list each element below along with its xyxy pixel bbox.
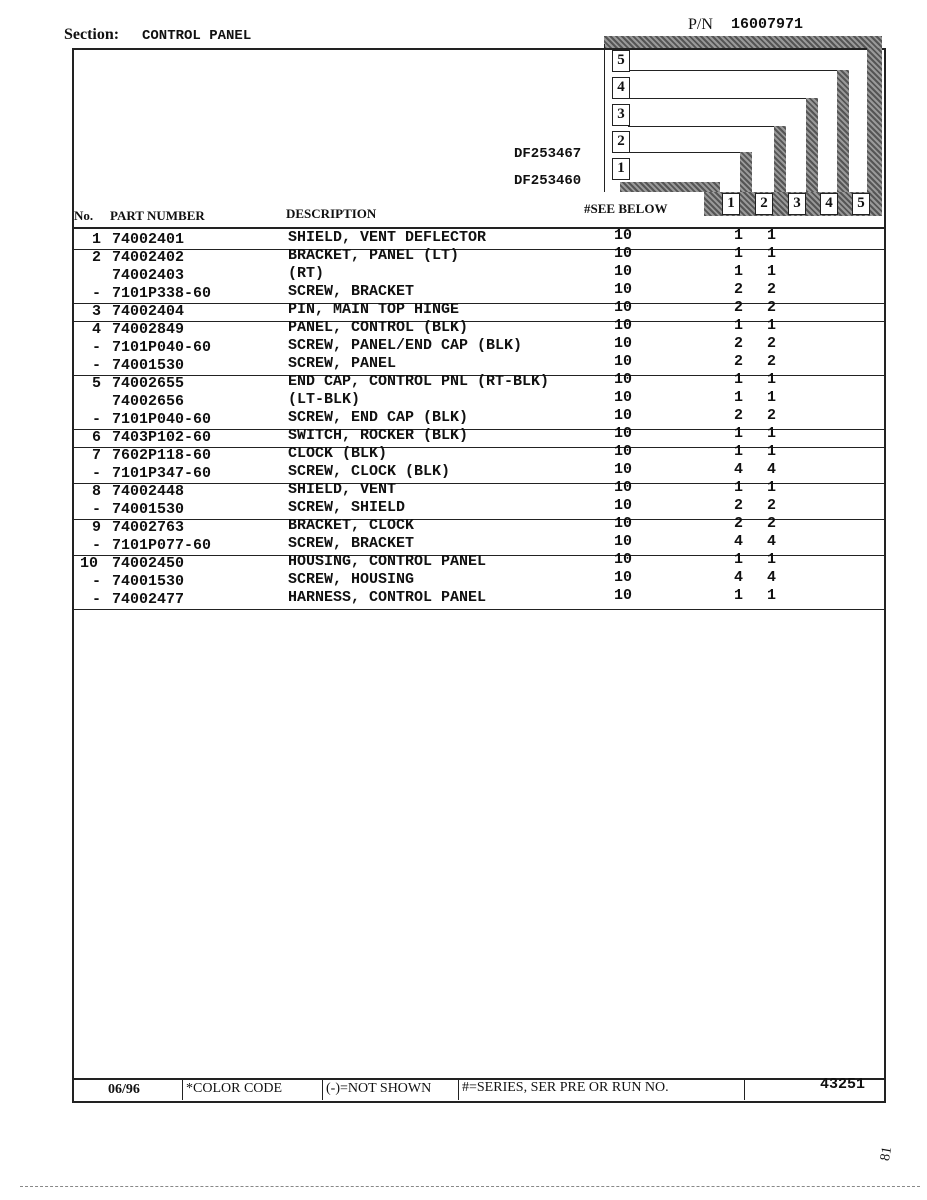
row-qty-col-1: 1 bbox=[734, 371, 744, 388]
row-item-number: - bbox=[92, 411, 102, 428]
row-item-number: 6 bbox=[92, 429, 102, 446]
row-qty-col-1: 1 bbox=[734, 389, 744, 406]
row-description: SCREW, CLOCK (BLK) bbox=[288, 463, 451, 480]
row-qty-col-2: 4 bbox=[767, 569, 777, 586]
row-description: PANEL, CONTROL (BLK) bbox=[288, 319, 469, 336]
row-description: (RT) bbox=[288, 265, 325, 282]
row-part-number: 7403P102-60 bbox=[112, 429, 212, 446]
row-qty-col-2: 1 bbox=[767, 551, 777, 568]
row-part-number: 74002404 bbox=[112, 303, 185, 320]
row-description: HARNESS, CONTROL PANEL bbox=[288, 589, 487, 606]
row-series: 10 bbox=[614, 425, 633, 442]
row-part-number: 74002655 bbox=[112, 375, 185, 392]
row-series: 10 bbox=[614, 569, 633, 586]
series-left-border bbox=[604, 44, 605, 192]
row-part-number: 74001530 bbox=[112, 573, 185, 590]
pn-value: 16007971 bbox=[731, 16, 804, 33]
row-item-number: 4 bbox=[92, 321, 102, 338]
scan-edge-line bbox=[20, 1186, 920, 1187]
row-qty-col-2: 1 bbox=[767, 263, 777, 280]
group-separator bbox=[72, 303, 886, 304]
row-qty-col-1: 1 bbox=[734, 317, 744, 334]
stair-line-3 bbox=[628, 98, 806, 99]
row-series: 10 bbox=[614, 335, 633, 352]
row-qty-col-1: 1 bbox=[734, 245, 744, 262]
row-qty-col-1: 1 bbox=[734, 443, 744, 460]
section-name: CONTROL PANEL bbox=[142, 28, 252, 44]
footer-date: 06/96 bbox=[108, 1082, 140, 1097]
row-part-number: 7101P077-60 bbox=[112, 537, 212, 554]
row-qty-col-2: 1 bbox=[767, 479, 777, 496]
row-part-number: 74001530 bbox=[112, 357, 185, 374]
margin-note: 81 bbox=[877, 1145, 896, 1163]
row-series: 10 bbox=[614, 587, 633, 604]
row-description: BRACKET, CLOCK bbox=[288, 517, 415, 534]
row-series: 10 bbox=[614, 299, 633, 316]
row-part-number: 7602P118-60 bbox=[112, 447, 212, 464]
row-description: HOUSING, CONTROL PANEL bbox=[288, 553, 487, 570]
row-qty-col-2: 2 bbox=[767, 515, 777, 532]
col-label-5: 5 bbox=[852, 193, 870, 215]
row-item-number: - bbox=[92, 285, 102, 302]
series-column-4-bar bbox=[837, 70, 849, 192]
row-part-number: 7101P040-60 bbox=[112, 339, 212, 356]
stair-line-1 bbox=[628, 152, 740, 153]
row-item-number: 9 bbox=[92, 519, 102, 536]
row-description: SCREW, SHIELD bbox=[288, 499, 406, 516]
row-item-number: - bbox=[92, 573, 102, 590]
row-series: 10 bbox=[614, 227, 633, 244]
series-index-5: 5 bbox=[612, 50, 630, 72]
row-qty-col-2: 1 bbox=[767, 371, 777, 388]
col-label-1: 1 bbox=[722, 193, 740, 215]
row-qty-col-1: 4 bbox=[734, 461, 744, 478]
row-part-number: 74002477 bbox=[112, 591, 185, 608]
row-series: 10 bbox=[614, 281, 633, 298]
col-header-see-below: #SEE BELOW bbox=[584, 201, 668, 216]
row-qty-col-2: 2 bbox=[767, 407, 777, 424]
row-qty-col-1: 2 bbox=[734, 515, 744, 532]
row-item-number: - bbox=[92, 357, 102, 374]
row-part-number: 7101P040-60 bbox=[112, 411, 212, 428]
row-qty-col-1: 2 bbox=[734, 407, 744, 424]
row-qty-col-2: 2 bbox=[767, 299, 777, 316]
row-series: 10 bbox=[614, 497, 633, 514]
series-bottom-band bbox=[620, 182, 720, 192]
row-description: SHIELD, VENT DEFLECTOR bbox=[288, 229, 487, 246]
row-qty-col-1: 1 bbox=[734, 551, 744, 568]
row-description: CLOCK (BLK) bbox=[288, 445, 388, 462]
row-series: 10 bbox=[614, 533, 633, 550]
row-part-number: 7101P347-60 bbox=[112, 465, 212, 482]
row-description: SCREW, BRACKET bbox=[288, 283, 415, 300]
row-series: 10 bbox=[614, 263, 633, 280]
row-item-number: 7 bbox=[92, 447, 102, 464]
row-description: SCREW, PANEL/END CAP (BLK) bbox=[288, 337, 523, 354]
footer-not-shown: (-)=NOT SHOWN bbox=[326, 1081, 432, 1096]
col-label-3: 3 bbox=[788, 193, 806, 215]
series-header-band bbox=[604, 36, 882, 48]
row-series: 10 bbox=[614, 461, 633, 478]
row-item-number: - bbox=[92, 501, 102, 518]
row-qty-col-2: 1 bbox=[767, 587, 777, 604]
row-item-number: 8 bbox=[92, 483, 102, 500]
col-header-part-number: PART NUMBER bbox=[110, 208, 205, 223]
row-description: SHIELD, VENT bbox=[288, 481, 397, 498]
col-label-4: 4 bbox=[820, 193, 838, 215]
row-item-number: - bbox=[92, 537, 102, 554]
row-qty-col-1: 1 bbox=[734, 263, 744, 280]
row-series: 10 bbox=[614, 479, 633, 496]
stair-line-4 bbox=[628, 70, 837, 71]
row-series: 10 bbox=[614, 515, 633, 532]
row-description: BRACKET, PANEL (LT) bbox=[288, 247, 460, 264]
row-description: SCREW, END CAP (BLK) bbox=[288, 409, 469, 426]
series-column-1-bar bbox=[740, 152, 752, 192]
row-part-number: 74002402 bbox=[112, 249, 185, 266]
row-qty-col-2: 2 bbox=[767, 281, 777, 298]
row-description: SCREW, HOUSING bbox=[288, 571, 415, 588]
row-item-number: 1 bbox=[92, 231, 102, 248]
row-qty-col-2: 2 bbox=[767, 335, 777, 352]
series-index-3: 3 bbox=[612, 104, 630, 126]
row-part-number: 74002656 bbox=[112, 393, 185, 410]
row-qty-col-2: 2 bbox=[767, 353, 777, 370]
row-part-number: 74002849 bbox=[112, 321, 185, 338]
row-qty-col-2: 1 bbox=[767, 389, 777, 406]
row-qty-col-1: 4 bbox=[734, 569, 744, 586]
footer-series-note: #=SERIES, SER PRE OR RUN NO. bbox=[462, 1080, 669, 1095]
section-label: Section: bbox=[64, 26, 120, 43]
row-description: END CAP, CONTROL PNL (RT-BLK) bbox=[288, 373, 550, 390]
row-part-number: 74002401 bbox=[112, 231, 185, 248]
row-qty-col-2: 1 bbox=[767, 317, 777, 334]
row-description: SCREW, BRACKET bbox=[288, 535, 415, 552]
series-column-3-bar bbox=[806, 98, 818, 192]
row-series: 10 bbox=[614, 407, 633, 424]
row-item-number: - bbox=[92, 339, 102, 356]
series-index-1: 1 bbox=[612, 158, 630, 180]
row-qty-col-1: 4 bbox=[734, 533, 744, 550]
model-number-1: DF253460 bbox=[514, 173, 582, 189]
series-column-2-bar bbox=[774, 126, 786, 192]
row-qty-col-2: 4 bbox=[767, 533, 777, 550]
row-qty-col-1: 1 bbox=[734, 425, 744, 442]
stair-line-2 bbox=[628, 126, 774, 127]
footer-divider-4 bbox=[744, 1080, 745, 1100]
col-header-no: No. bbox=[74, 208, 94, 223]
row-item-number: - bbox=[92, 465, 102, 482]
pn-label: P/N bbox=[688, 16, 713, 33]
row-part-number: 74001530 bbox=[112, 501, 185, 518]
row-qty-col-1: 1 bbox=[734, 479, 744, 496]
series-column-5-bar bbox=[867, 48, 882, 192]
footer-page-number: 43251 bbox=[820, 1076, 866, 1093]
row-qty-col-2: 1 bbox=[767, 443, 777, 460]
footer-divider-3 bbox=[458, 1080, 459, 1100]
row-series: 10 bbox=[614, 317, 633, 334]
row-series: 10 bbox=[614, 443, 633, 460]
footer-divider-1 bbox=[182, 1080, 183, 1100]
group-separator bbox=[72, 321, 886, 322]
group-separator bbox=[72, 519, 886, 520]
series-index-4: 4 bbox=[612, 77, 630, 99]
row-item-number: 10 bbox=[80, 555, 99, 572]
row-qty-col-2: 1 bbox=[767, 245, 777, 262]
col-header-description: DESCRIPTION bbox=[286, 206, 377, 221]
group-separator bbox=[72, 609, 886, 610]
row-qty-col-2: 1 bbox=[767, 227, 777, 244]
row-part-number: 74002450 bbox=[112, 555, 185, 572]
row-description: PIN, MAIN TOP HINGE bbox=[288, 301, 460, 318]
row-series: 10 bbox=[614, 389, 633, 406]
row-series: 10 bbox=[614, 353, 633, 370]
row-qty-col-1: 2 bbox=[734, 299, 744, 316]
series-index-2: 2 bbox=[612, 131, 630, 153]
row-qty-col-1: 2 bbox=[734, 335, 744, 352]
row-qty-col-2: 1 bbox=[767, 425, 777, 442]
row-qty-col-1: 2 bbox=[734, 281, 744, 298]
row-qty-col-1: 2 bbox=[734, 497, 744, 514]
footer-color-code: *COLOR CODE bbox=[186, 1081, 283, 1096]
group-separator bbox=[72, 249, 886, 250]
row-description: (LT-BLK) bbox=[288, 391, 361, 408]
row-qty-col-2: 2 bbox=[767, 497, 777, 514]
row-qty-col-1: 1 bbox=[734, 587, 744, 604]
row-part-number: 74002403 bbox=[112, 267, 185, 284]
row-description: SCREW, PANEL bbox=[288, 355, 397, 372]
row-item-number: 2 bbox=[92, 249, 102, 266]
col-label-2: 2 bbox=[755, 193, 773, 215]
row-part-number: 74002448 bbox=[112, 483, 185, 500]
row-series: 10 bbox=[614, 371, 633, 388]
row-item-number: - bbox=[92, 591, 102, 608]
footer-divider-2 bbox=[322, 1080, 323, 1100]
row-series: 10 bbox=[614, 551, 633, 568]
row-description: SWITCH, ROCKER (BLK) bbox=[288, 427, 469, 444]
row-series: 10 bbox=[614, 245, 633, 262]
group-separator bbox=[72, 483, 886, 484]
row-item-number: 3 bbox=[92, 303, 102, 320]
row-item-number: 5 bbox=[92, 375, 102, 392]
row-qty-col-1: 1 bbox=[734, 227, 744, 244]
row-qty-col-2: 4 bbox=[767, 461, 777, 478]
row-part-number: 74002763 bbox=[112, 519, 185, 536]
model-number-2: DF253467 bbox=[514, 146, 582, 162]
row-qty-col-1: 2 bbox=[734, 353, 744, 370]
row-part-number: 7101P338-60 bbox=[112, 285, 212, 302]
